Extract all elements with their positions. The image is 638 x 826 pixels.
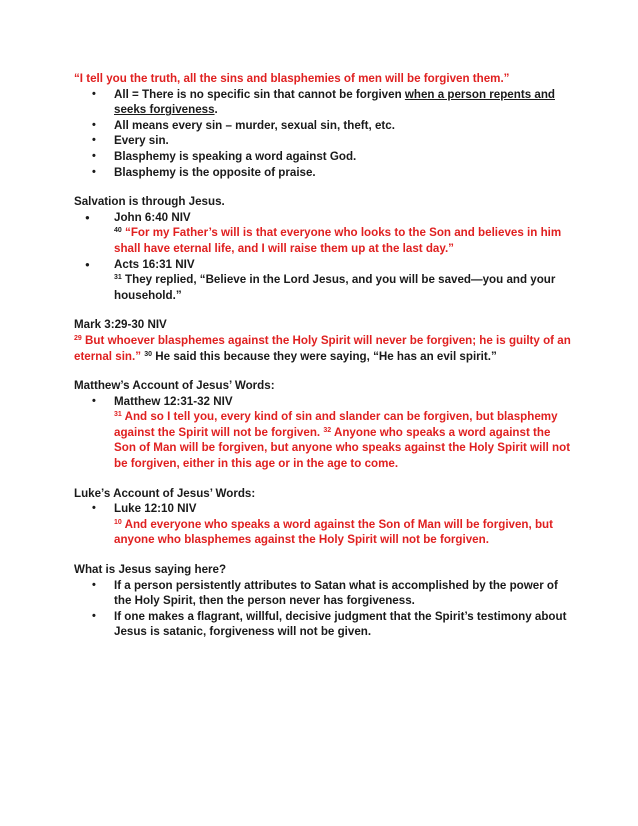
- scripture-passage: [74, 333, 574, 364]
- verse-number: 29: [74, 334, 82, 342]
- verse-text: And everyone who speaks a word against the Son of Man will be forgiven, but anyone who blasphemes against the Holy Spirit will not be forgiven.: [114, 517, 553, 547]
- bullet-item: • All means every sin – murder, sexual sin, theft, etc.: [74, 118, 574, 134]
- scripture-reference: • Matthew 12:31-32 NIV: [74, 394, 574, 410]
- bullet-item: • Blasphemy is the opposite of praise.: [74, 165, 574, 181]
- scripture-verse: [74, 409, 574, 471]
- scripture-verse: [74, 225, 574, 256]
- verse-number: 31: [114, 274, 122, 282]
- forgiveness-bullet-list: [74, 87, 574, 181]
- verse-number: 32: [323, 426, 332, 434]
- verse-text: He said this because they were saying, “He has an evil spirit.”: [155, 349, 497, 363]
- verse-number: 40: [114, 227, 122, 235]
- verse-text: But whoever blasphemes against the Holy Spirit will never be forgiven; he is guilty of an eternal sin.”: [74, 333, 571, 363]
- section-heading: What is Jesus saying here?: [74, 563, 227, 577]
- bullet-item: [74, 87, 574, 118]
- matthew-list: [74, 394, 574, 410]
- scripture-reference: ● Acts 16:31 NIV: [74, 257, 574, 273]
- section-heading: Salvation is through Jesus.: [74, 195, 225, 209]
- verse-number: 30: [144, 350, 153, 358]
- bullet-item: • If a person persistently attributes to Satan what is accomplished by the power of the Holy Spirit, then the person never has forgiveness.: [74, 578, 574, 609]
- scripture-reference: ● John 6:40 NIV: [74, 210, 574, 226]
- underlined-text: when a person repents and seeks forgiveness: [114, 87, 555, 117]
- verse-text: “For my Father’s will is that everyone who looks to the Son and believes in him shall have eternal life, and I will raise them up at the last day.”: [114, 226, 562, 255]
- explanation-list: [74, 578, 574, 640]
- opening-quote: “I tell you the truth, all the sins and blasphemies of men will be forgiven them.”: [74, 72, 510, 85]
- scripture-verse: [74, 517, 574, 548]
- verse-text: And so I tell you, every kind of sin and slander can be forgiven, but blasphemy against the Spirit will not be forgiven.: [114, 410, 558, 439]
- verse-number: 10: [114, 518, 122, 526]
- section-heading: Matthew’s Account of Jesus’ Words:: [74, 379, 275, 393]
- verse-number: 31: [114, 411, 122, 419]
- scripture-reference: • Luke 12:10 NIV: [74, 501, 574, 517]
- verse-text: Anyone who speaks a word against the Son of Man will be forgiven, but anyone who speaks against the Holy Spirit will not be forgiven, either in this age or in the age to come.: [114, 425, 571, 471]
- luke-list: [74, 501, 574, 517]
- scripture-verse: [74, 272, 574, 303]
- section-heading: Luke’s Account of Jesus’ Words:: [74, 486, 256, 500]
- document-body: [74, 71, 574, 640]
- section-heading: Mark 3:29-30 NIV: [74, 318, 167, 332]
- salvation-list: [74, 257, 574, 273]
- salvation-list: [74, 210, 574, 226]
- bullet-text: .: [214, 103, 218, 117]
- bullet-item: • Every sin.: [74, 133, 574, 149]
- bullet-item: • If one makes a flagrant, willful, decisive judgment that the Spirit’s testimony about Jesus is satanic, forgiveness will not be given.: [74, 609, 574, 640]
- bullet-text: All = There is no specific sin that cannot be forgiven: [114, 87, 405, 101]
- verse-text: They replied, “Believe in the Lord Jesus, and you will be saved—you and your household.”: [114, 273, 556, 302]
- bullet-item: • Blasphemy is speaking a word against God.: [74, 149, 574, 165]
